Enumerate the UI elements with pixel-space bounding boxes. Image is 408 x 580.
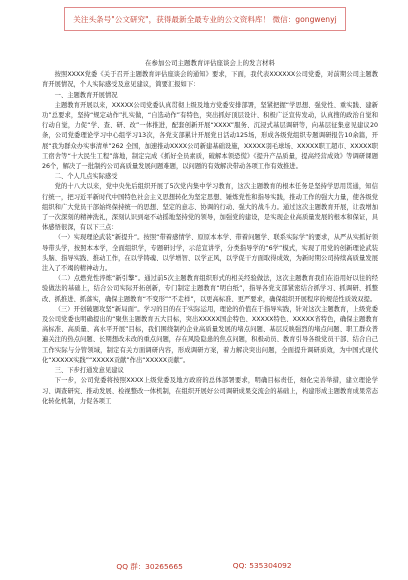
document-body [42, 58, 378, 407]
section-heading-2: 二、个人几点实际感受 [54, 173, 118, 181]
footer-contact [0, 561, 408, 572]
paragraph-5: （三）开创破题攻坚“新局面”。学习的目的在于实际运用，理论的价值在于指导实践，针对这次主题教育，上级党委及公司党委也明确提出的“聚焦主题教育五大目标，突出XXXXX国企特色、XXXXX特色、XXXXX省特色，确保主题教育高标准、高质量、高水平开展”目标，我们围绕制约企业高质量发展的堵点问题、基层反映强烈的堵点问题、职工群众普遍关注的热点问题、长期想改未改的重点问题，存在风险隐患的焦点问题，积极动员、教育引导各级党员干部、结合自己工作实际与分管领域，制定有关方面调研内容，形成调研方案，着力解决突出问题，全面提升调研质效，为中国式现代化“XXXXX实践”“XXXXX贡献”作出“XXXXX贡献”。 [42, 305, 378, 364]
paragraph-3: （一）实现理论武装“新提升”。按照“带着感情学、原原本本学、带着问题学、联系实际学”的要求，从严从实抓好领导带头学，按照本本学，全面组织学，专题研讨学，示范宣讲学，分类指导学的“6学”模式，实现了用党的创新理论武装头脑、指导实践、推动工作，在以学铸魂、以学增智、以学正风，以学促干方面取得成效，为新时期公司持续高质量发展注入了不竭的精神动力。 [42, 234, 378, 273]
paragraph-4: （二）点燃党性淬炼“新引擎”。通过前5次主题教育组织形式的相关经验做法，这次主题教育我们在沿用好以往的经验做法的基础上，结合公司实际开拓创新，专门制定主题教育“明白纸”，指导各党支部紧密结合抓学习、抓调研、抓整改、抓推进、抓落实，确保主题教育“不变形”“不走样”，以更高标准、更严要求，确保组织开展程序的规范性质效双提。 [42, 275, 378, 303]
section-heading-3: 三、下步打通发意见建议 [54, 367, 124, 375]
intro-paragraph: 按照XXXX党委《关于召开主题教育评估座谈会的通知》要求，下面，我代表XXXXXX公司党委，对前期公司主题教育开展情况，个人实际感受及意见建议，简要汇报如下： [42, 71, 378, 89]
section-heading-1: 一、主题教育开展情况 [54, 91, 118, 99]
paragraph-1: 主题教育开展以来，XXXXX公司党委认真贯彻上级及地方党委安排部署，坚紧把握“学思想、强党性、重实践、建新功”总要求，坚持“规定动作”扎实做，“自选动作”有特色，突出抓好顶层设计、积极广泛宣传发动，认真搜的政治自觉和行动自觉，力促“学、查、研、改”一体推进，配套创新开展“XXXX”服务、沉浸式基层调研等，向基层征集意见建议20条，公司党委理论学习中心组学习13次，各党支部累计开展党日活动125场，形成各级党组织专题调研报告10余篇，开展“我为群众办实事清单”262 全国，加速推动XXXX公司新建基础设施，XXXXX羽毛球场、XXXXX职工超市、XXXXX职工宿舍等“十大民生工程”落地，制定完成《抓好全员素质，破解本领恐慌》《提升产品质量，提高经营成效》等调研课题26个，解决了一批制约公司高质量发展问题难题，以问题的有效解决带动各项工作有效推进。 [42, 101, 378, 171]
top-banner [64, 7, 346, 31]
document-title: 在参加公司主题教育评估座谈会上的发言材料 [145, 59, 275, 67]
banner-text: 关注头条号"公文研究"，获得最新全最专业的公文资料库！ 微信：gongwenyj [73, 14, 337, 24]
footer-qq: QQ: 535304092 [232, 561, 292, 570]
footer-qq-group: QQ 群：30265665 [116, 562, 183, 571]
paragraph-2: 党的十八大以来，党中央先后组织开展了5次党内集中学习教育，这次主题教育的根本任务是坚持学思用贯通，知信行统一，把习近平新时代中国特色社会主义思想转化为坚定思想、锤炼党性和指导实践，推动工作的强大力量，使各级党组织和广大党员干部始终保持统一的思想、坚定的意志、协调的行动、强大的战斗力。通过这次主题教育开展，让我增加了一次深刻的精神洗礼，深刻认识到毫不动摇地坚持党的领导，加强党的建设，是实现企业高质量发展的根本和保证，具体感悟很深，有以下三点： [42, 183, 378, 232]
paragraph-6: 下一步，公司党委将按照XXXX上级党委及地方政府的总体部署要求，明确目标责任，细化完善举措，建立理论学习、调查研究、推动发展、检视整改一体机制，在组织开展好公司调研成果交流会的基础上，构建形成主题教育成果常态化转化机制，力促各项工 [42, 377, 378, 405]
